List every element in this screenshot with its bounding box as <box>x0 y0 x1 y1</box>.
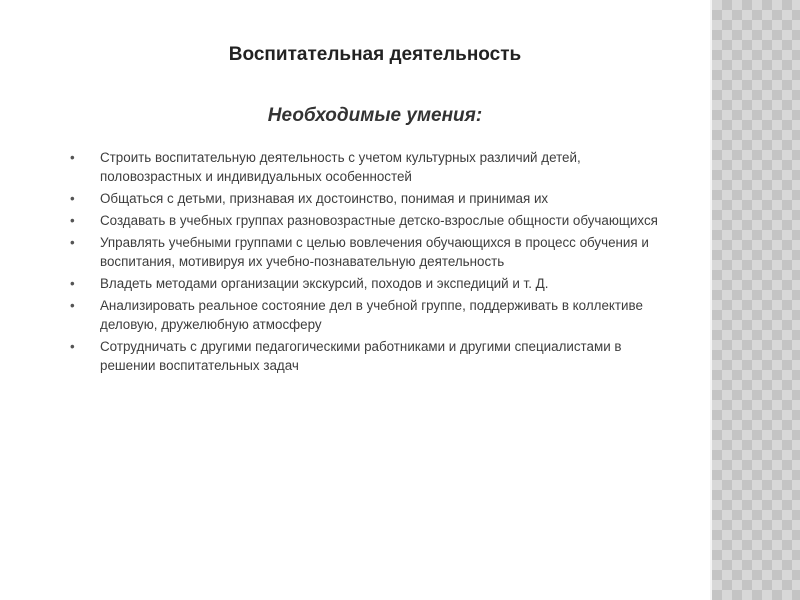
skills-list <box>70 148 670 378</box>
list-item-text: Владеть методами организации экскурсий, походов и экспедиций и т. Д. <box>100 276 549 291</box>
list-item-text: Строить воспитательную деятельность с учетом культурных различий детей, половозрастных и индивидуальных особенностей <box>100 150 581 184</box>
bullet-icon: • <box>70 276 75 291</box>
slide-title: Воспитательная деятельность <box>228 44 522 65</box>
list-item <box>70 189 670 208</box>
bullet-icon: • <box>70 191 75 206</box>
list-item <box>70 337 670 375</box>
list-item-text: Анализировать реальное состояние дел в учебной группе, поддерживать в коллективе деловую, дружелюбную атмосферу <box>100 298 643 332</box>
bullet-icon: • <box>70 150 75 165</box>
list-item <box>70 296 670 334</box>
list-item-text: Создавать в учебных группах разновозрастные детско-взрослые общности обучающихся <box>100 213 658 228</box>
bullet-icon: • <box>70 339 75 354</box>
list-item-text: Сотрудничать с другими педагогическими работниками и другими специалистами в решении воспитательных задач <box>100 339 622 373</box>
slide-subtitle: Необходимые умения: <box>267 105 483 126</box>
decorative-pattern-strip <box>712 0 800 600</box>
bullet-icon: • <box>70 235 75 250</box>
bullet-icon: • <box>70 298 75 313</box>
bullet-icon: • <box>70 213 75 228</box>
list-item-text: Общаться с детьми, признавая их достоинство, понимая и принимая их <box>100 191 549 206</box>
list-item <box>70 274 670 293</box>
list-item <box>70 148 670 186</box>
list-item <box>70 233 670 271</box>
list-item <box>70 211 670 230</box>
list-item-text: Управлять учебными группами с целью вовлечения обучающихся в процесс обучения и воспитания, мотивируя их учебно-познавательную деятельность <box>100 235 649 269</box>
